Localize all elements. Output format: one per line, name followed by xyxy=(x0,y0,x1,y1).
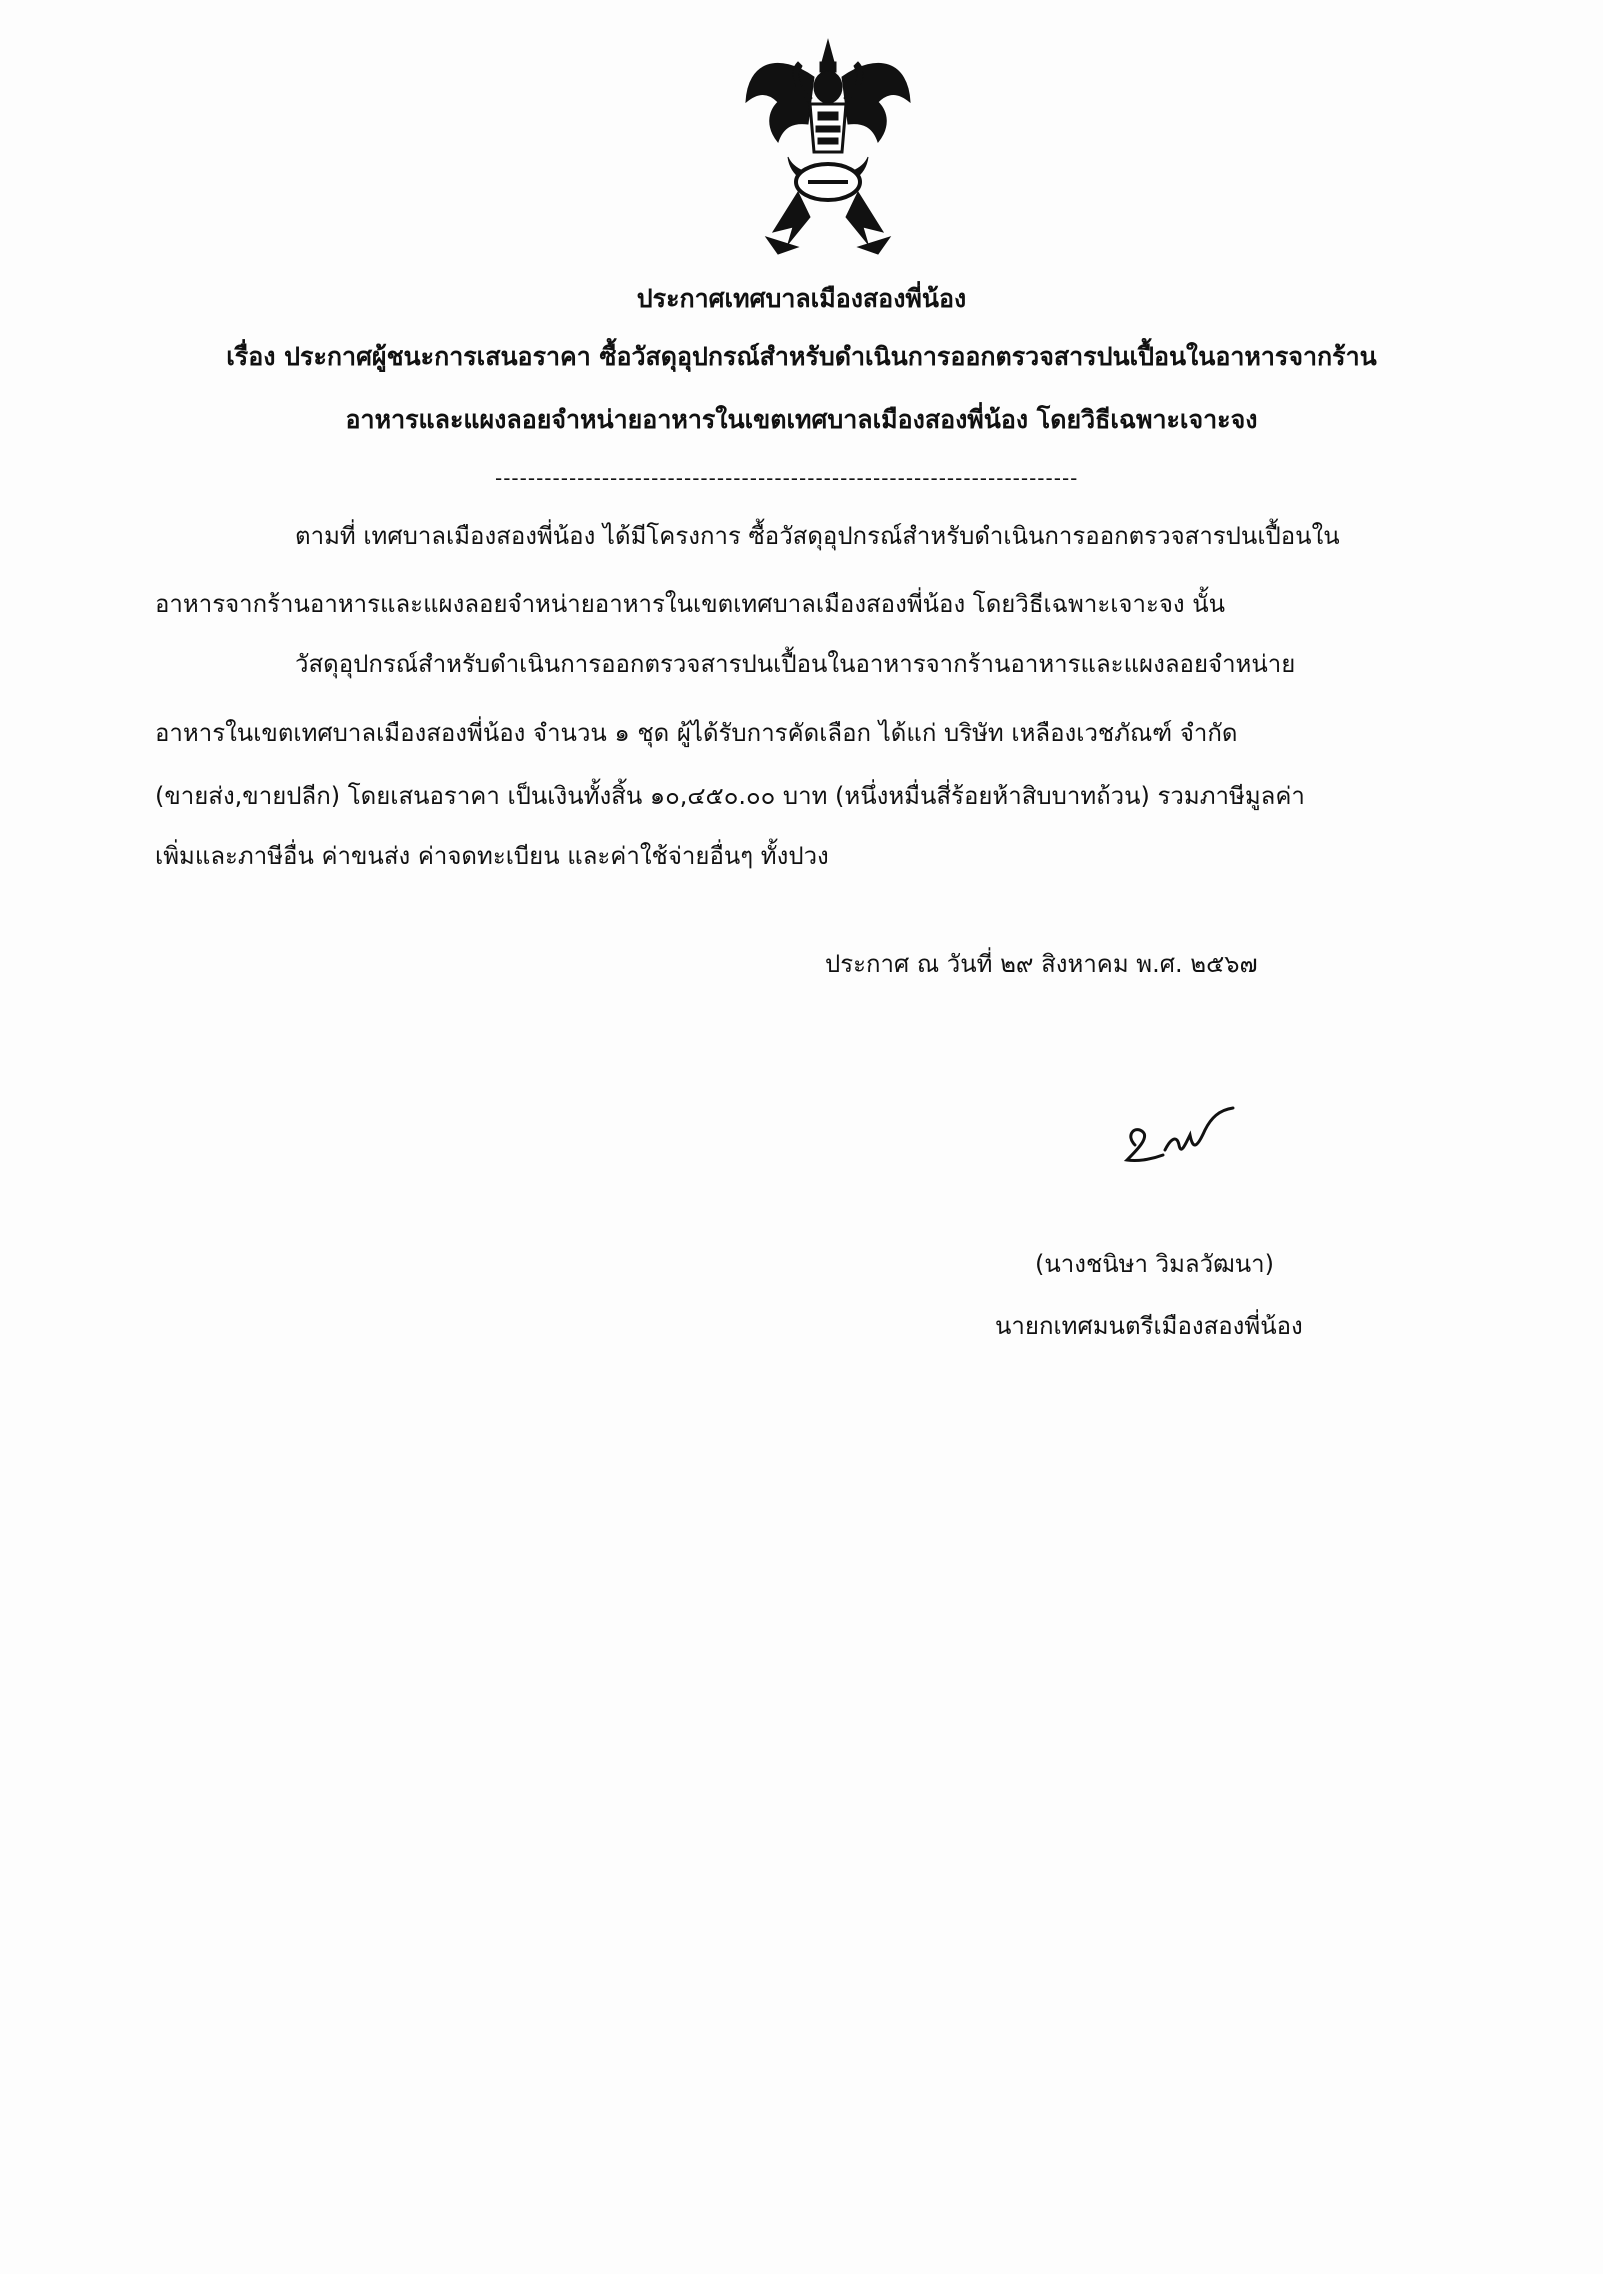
garuda-emblem-icon xyxy=(738,32,918,257)
body-line-4: อาหารในเขตเทศบาลเมืองสองพี่น้อง จำนวน ๑ ชุด ผู้ได้รับการคัดเลือก ได้แก่ บริษัท เหลืองเวชภัณฑ์ จำกัด xyxy=(155,719,1238,747)
body-line-2: อาหารจากร้านอาหารและแผงลอยจำหน่ายอาหารในเขตเทศบาลเมืองสองพี่น้อง โดยวิธีเฉพาะเจาะจง นั้น xyxy=(155,590,1226,618)
body-line-3: วัสดุอุปกรณ์สำหรับดำเนินการออกตรวจสารปนเปื้อนในอาหารจากร้านอาหารและแผงลอยจำหน่าย xyxy=(295,650,1296,678)
signer-name: (นางชนิษา วิมลวัฒนา) xyxy=(1035,1250,1274,1278)
subject-line-1: เรื่อง ประกาศผู้ชนะการเสนอราคา ซื้อวัสดุอุปกรณ์สำหรับดำเนินการออกตรวจสารปนเปื้อนในอาหารจากร้าน xyxy=(226,342,1377,371)
body-line-1: ตามที่ เทศบาลเมืองสองพี่น้อง ได้มีโครงการ ซื้อวัสดุอุปกรณ์สำหรับดำเนินการออกตรวจสารปนเปื้อนใน xyxy=(295,522,1340,550)
signer-position: นายกเทศมนตรีเมืองสองพี่น้อง xyxy=(995,1312,1303,1340)
announcement-title: ประกาศเทศบาลเมืองสองพี่น้อง xyxy=(636,284,967,313)
subject-line-2: อาหารและแผงลอยจำหน่ายอาหารในเขตเทศบาลเมืองสองพี่น้อง โดยวิธีเฉพาะเจาะจง xyxy=(345,405,1258,434)
body-line-5: (ขายส่ง,ขายปลีก) โดยเสนอราคา เป็นเงินทั้งสิ้น ๑๐,๔๕๐.๐๐ บาท (หนึ่งหมื่นสี่ร้อยห้าสิบบาทถ้วน) รวมภาษีมูลค่า xyxy=(155,782,1305,810)
separator-line: ----------------------------------------------------------------------- xyxy=(495,466,1079,490)
handwritten-signature-icon xyxy=(1115,1100,1250,1190)
announce-date: ประกาศ ณ วันที่ ๒๙ สิงหาคม พ.ศ. ๒๕๖๗ xyxy=(825,950,1258,978)
body-line-6: เพิ่มและภาษีอื่น ค่าขนส่ง ค่าจดทะเบียน และค่าใช้จ่ายอื่นๆ ทั้งปวง xyxy=(155,842,829,870)
